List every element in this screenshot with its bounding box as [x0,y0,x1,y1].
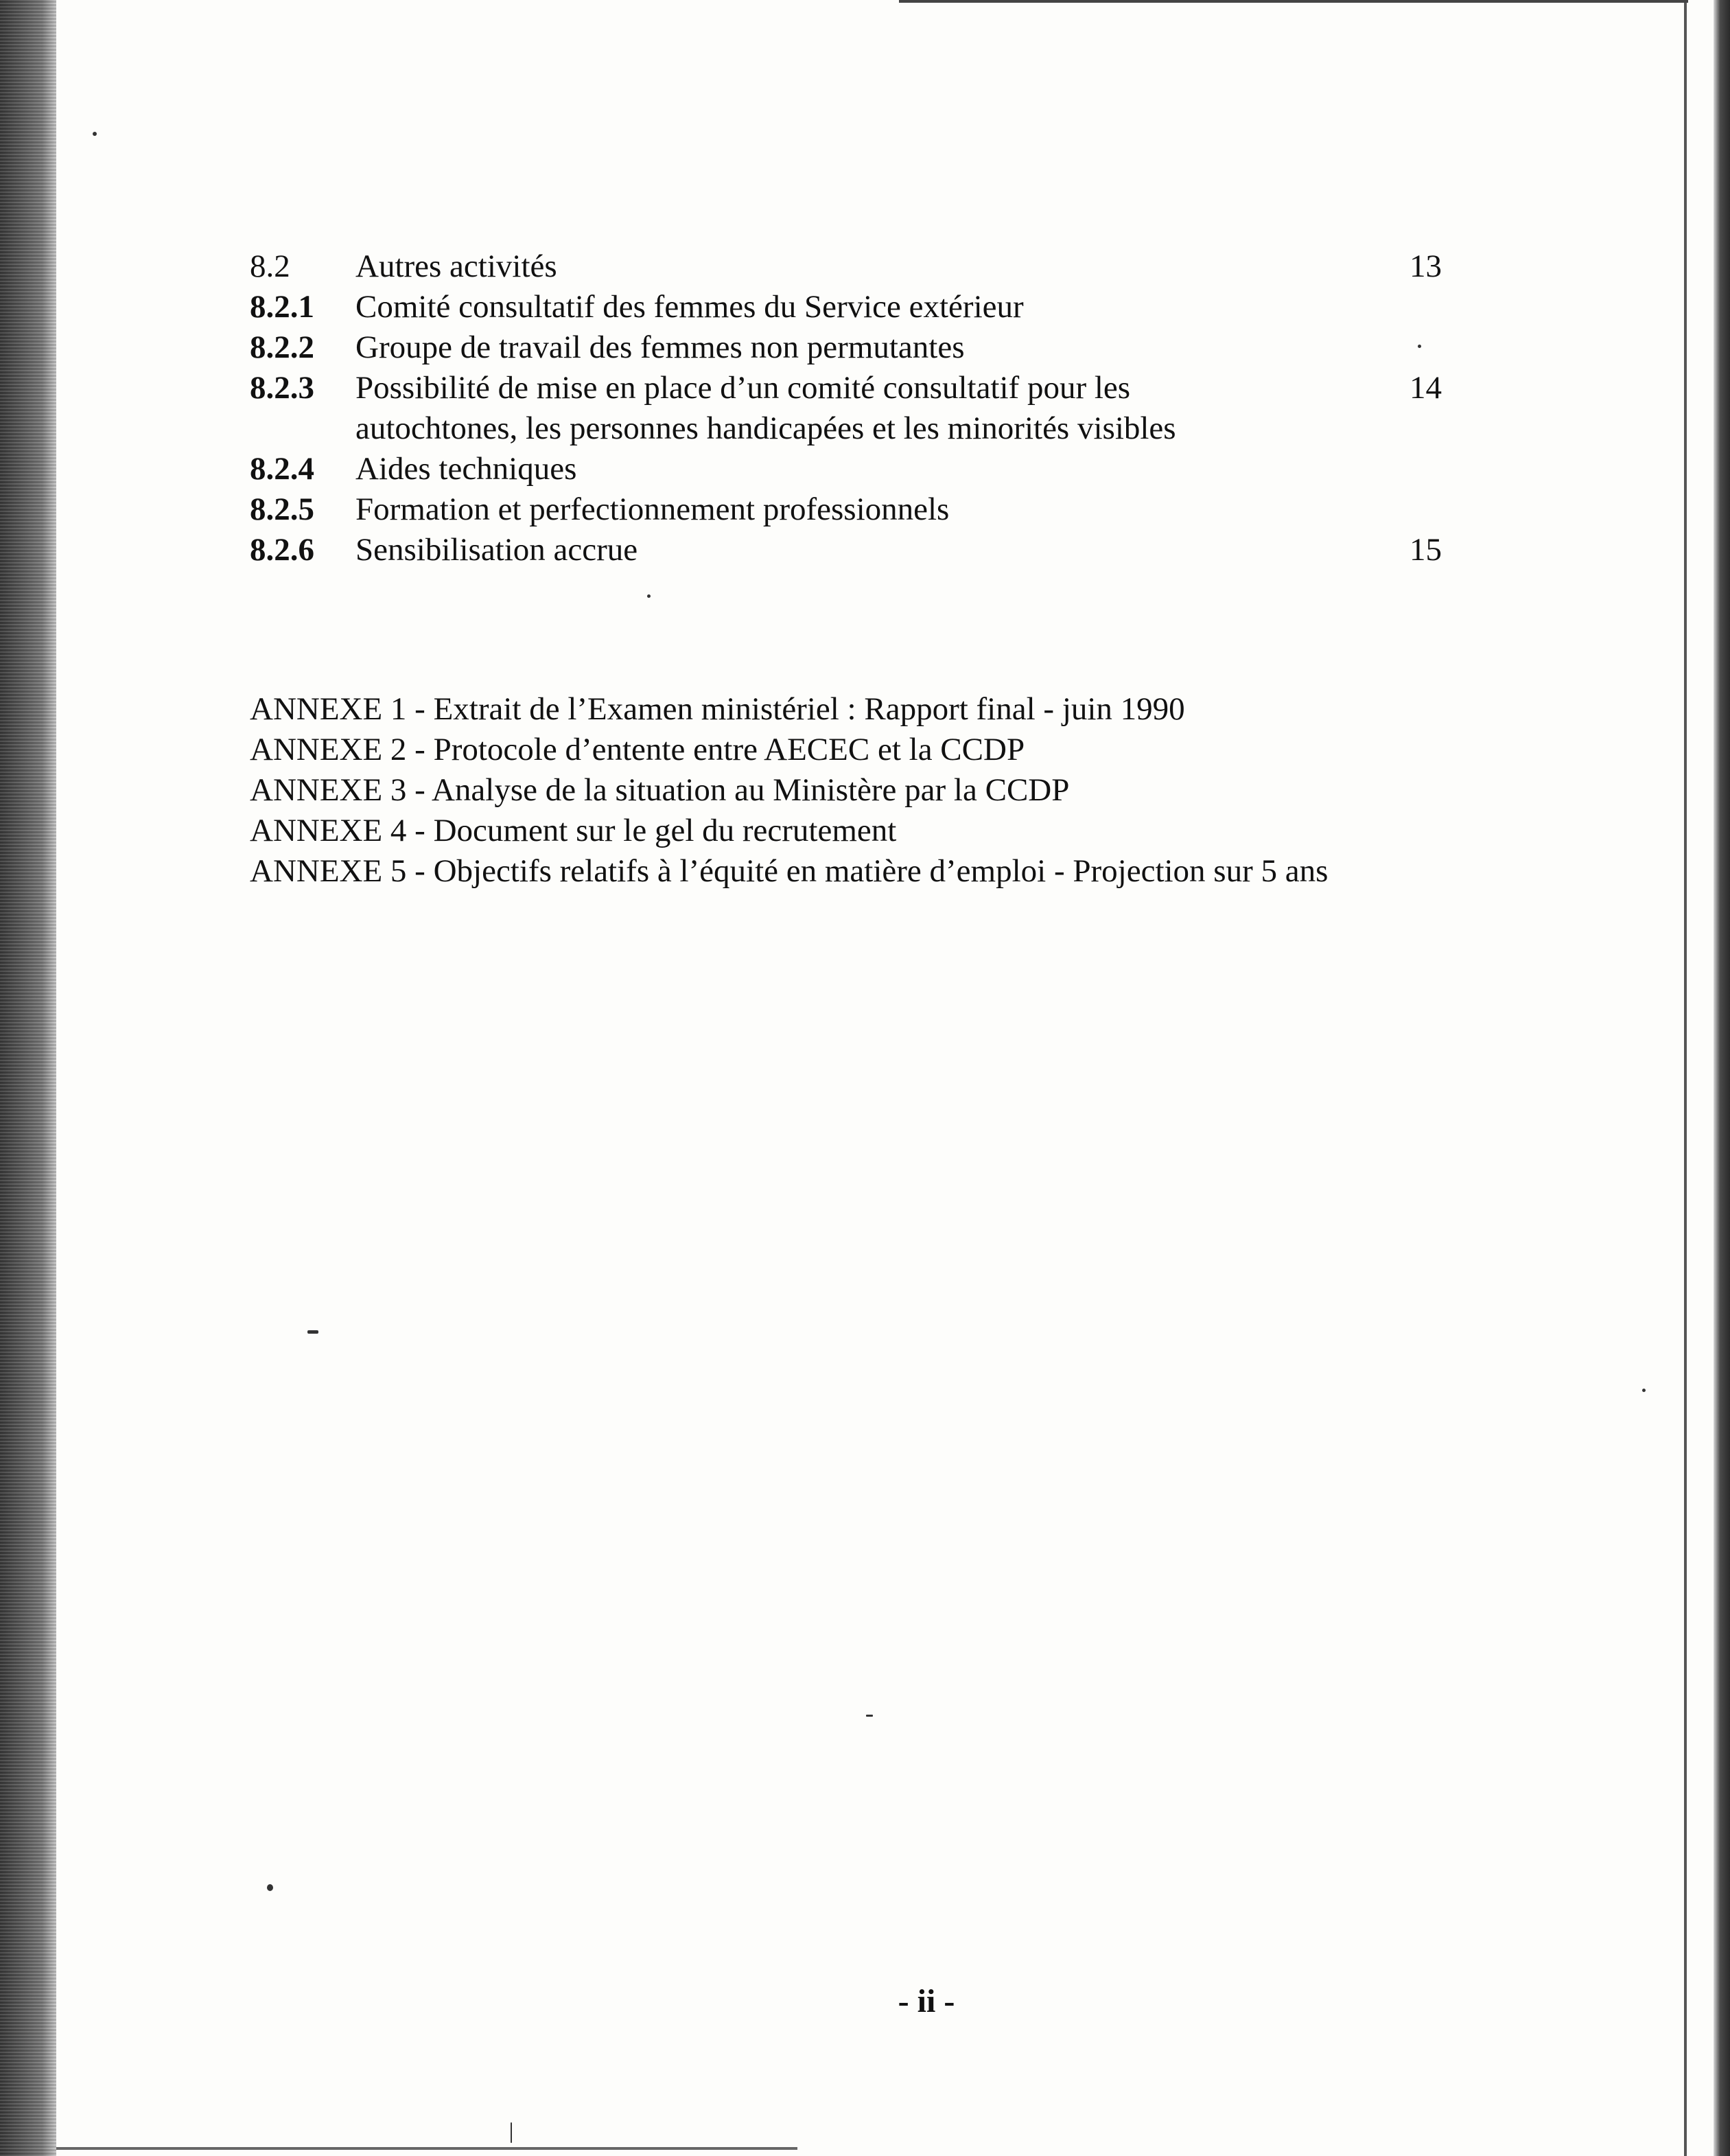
toc-title-line: Aides techniques [355,451,577,487]
toc-section-number: 8.2.6 [250,532,314,568]
toc-section-title [355,287,1344,327]
scan-bottom-border-line [56,2147,797,2150]
toc-title-line: Groupe de travail des femmes non permutantes [355,329,965,365]
table-of-contents [250,246,1458,570]
toc-section-number: 8.2.2 [250,329,314,365]
toc-section-title [355,246,1344,287]
toc-row-8-2-6 [250,530,1458,570]
toc-section-number: 8.2.1 [250,289,314,325]
scan-speck [93,132,97,136]
toc-title-line: Autres activités [355,248,557,284]
toc-row-8-2-3 [250,368,1458,449]
scan-speck [511,2122,512,2143]
toc-section-number: 8.2.3 [250,370,314,406]
toc-row-8-2 [250,246,1458,287]
toc-page-number: 13 [1410,248,1442,284]
scan-speck [267,1884,273,1891]
page-number-footer: - ii - [898,1983,955,2019]
toc-title-line: Possibilité de mise en place d’un comité consultatif pour les [355,370,1131,406]
toc-section-number: 8.2.5 [250,491,314,527]
scan-speck [307,1330,318,1334]
toc-page-number: 15 [1410,532,1442,568]
toc-section-title [355,489,1344,530]
toc-title-line: Comité consultatif des femmes du Service extérieur [355,289,1024,325]
toc-row-8-2-4 [250,449,1458,489]
toc-page-number: 14 [1410,370,1442,406]
scan-right-border-line [1684,0,1687,2156]
toc-row-8-2-2 [250,327,1458,368]
annex-item: ANNEXE 3 - Analyse de la situation au Ministère par la CCDP [250,772,1070,808]
toc-row-8-2-1 [250,287,1458,327]
annex-item: ANNEXE 2 - Protocole d’entente entre AECEC et la CCDP [250,732,1025,767]
toc-section-title [355,530,1344,570]
annex-item: ANNEXE 5 - Objectifs relatifs à l’équité en matière d’emploi - Projection sur 5 ans [250,853,1329,889]
toc-title-line: Formation et perfectionnement professionnels [355,491,950,527]
annex-item: ANNEXE 1 - Extrait de l’Examen ministériel : Rapport final - juin 1990 [250,691,1185,727]
toc-section-title [355,368,1344,449]
scan-left-edge-noise [0,0,56,2156]
scan-top-border-line [899,0,1688,3]
toc-section-title [355,327,1344,368]
scan-speck [866,1715,873,1717]
toc-section-number: 8.2.4 [250,451,314,487]
scan-speck [647,594,651,598]
scan-speck [1642,1389,1646,1392]
annex-item: ANNEXE 4 - Document sur le gel du recrutement [250,813,897,848]
scan-right-edge [1714,0,1730,2156]
toc-title-line: Sensibilisation accrue [355,532,638,568]
toc-section-title [355,449,1344,489]
toc-section-number: 8.2 [250,248,290,284]
annex-list [250,689,1554,892]
toc-row-8-2-5 [250,489,1458,530]
toc-title-line: autochtones, les personnes handicapées et les minorités visibles [355,410,1176,446]
